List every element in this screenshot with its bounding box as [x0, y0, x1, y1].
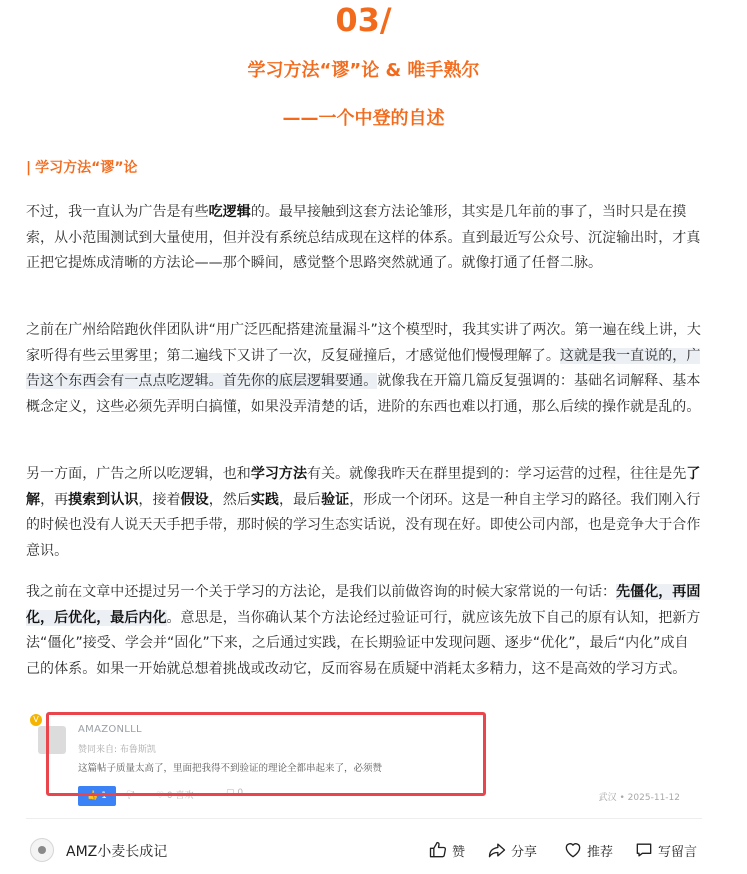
commenter-username: AMAZONLLL — [78, 724, 142, 735]
comment-reply-count: ▢ 0 — [226, 788, 244, 798]
like-label: 赞 — [452, 844, 466, 860]
text: 之前在广州给陪跑伙伴团队讲“用广泛匹配搭建流量漏斗”这个模型时，我其实讲了两次。第一遍在线上讲，大家听得有些云里雾里；第二遍线下又讲了一次，反复碰撞后，才感觉他们慢慢理解了。 — [26, 322, 701, 364]
section-subtitle: ——一个中登的自述 — [282, 108, 445, 129]
paragraph-2 — [26, 318, 702, 420]
share-button[interactable] — [487, 838, 537, 862]
text: ，形成一个闭环。这是一种自主学习的路径。我们刚入行的时候也没有人说天天手把手带，那时候的学习生态实话说，没有现在好。即使公司内部，也是竞争大于合作意识。 — [26, 491, 701, 559]
paragraph-4 — [26, 580, 702, 682]
heading-text: 学习方法“谬”论 — [35, 160, 138, 176]
share-icon — [487, 840, 507, 860]
thumbs-up-icon — [428, 840, 448, 860]
paragraph-1 — [26, 200, 702, 277]
highlighted-text: 这就是我一直说的，广告这个东西会有一点点吃逻辑。首先你的底层逻辑要通。 — [26, 347, 701, 390]
bold-text: 摸索到认识 — [68, 491, 139, 508]
bold-text: 吃逻辑 — [208, 204, 251, 220]
verified-badge-icon: V — [30, 714, 42, 726]
highlight-frame — [46, 712, 486, 796]
bold-text: 假设 — [180, 491, 209, 508]
text: ，接着 — [138, 491, 181, 508]
paragraph-3 — [26, 462, 702, 564]
comment-source: 赞同来自: 布鲁斯凯 — [78, 745, 156, 755]
bold-text: 了解 — [26, 466, 701, 508]
comment-fav-count: ♡ 0 喜欢 — [156, 791, 194, 801]
like-button[interactable] — [428, 838, 465, 862]
write-comment-button[interactable] — [634, 838, 697, 862]
text: 另一方面，广告之所以吃逻辑，也和 — [26, 466, 251, 482]
section-title: 学习方法“谬”论 & 唯手熟尔 — [247, 60, 480, 81]
text: 有关。就像我昨天在群里提到的：学习运营的过程，往往是先 — [307, 466, 687, 482]
text: ，再 — [40, 491, 69, 508]
recommend-button[interactable] — [563, 838, 613, 862]
author-avatar[interactable] — [30, 838, 54, 862]
highlighted-bold-text: 先僵化，再固化，后优化，最后内化 — [26, 584, 701, 626]
text: ，最后 — [278, 491, 322, 508]
author-name[interactable]: AMZ小麦长成记 — [66, 844, 168, 860]
section-number: 03/ — [335, 1, 392, 39]
recommend-label: 推荐 — [587, 844, 614, 860]
text: ，然后 — [208, 491, 251, 508]
comment-icon — [634, 840, 654, 860]
bold-text: 验证 — [321, 491, 350, 508]
comment-text: 这篇帖子质量太高了，里面把我得不到验证的理论全都串起来了，必须赞 — [78, 763, 383, 774]
text: 不过，我一直认为广告是有些 — [26, 204, 209, 220]
heart-icon — [563, 840, 583, 860]
bold-text: 学习方法 — [250, 466, 308, 482]
comment-date: 武汉 • 2025-11-12 — [598, 793, 680, 803]
subsection-heading — [26, 157, 138, 179]
text: 我之前在文章中还提过另一个关于学习的方法论，是我们以前做咨询的时候大家常说的一句话： — [26, 584, 617, 600]
comment-dislike-icon: 🖓 — [126, 791, 135, 801]
bold-text: 实践 — [250, 491, 279, 508]
divider — [26, 818, 702, 819]
share-label: 分享 — [511, 844, 538, 860]
text: 就像我在开篇几篇反复强调的：基础名词解释、基本概念定义，这些必须先弄明白搞懂，如果没弄清楚的话，进阶的东西也难以打通，那么后续的操作就是乱的。 — [26, 373, 701, 415]
text: 。意思是，当你确认某个方法论经过验证可行，就应该先放下自己的原有认知，把新方法“僵化”接受、学会并“固化”下来，之后通过实践，在长期验证中发现问题、逐步“优化”，最后“内化”成自己的体系。如果一开始就总想着挑战或改动它，反而容易在质疑中消耗太多精力，这不是高效的学习方式。 — [26, 609, 701, 677]
text: 的。最早接触到这套方法论雏形，其实是几年前的事了，当时只是在摸索，从小范围测试到大量使用，但并没有系统总结成现在这样的体系。直到最近写公众号、沉淀输出时，才真正把它提炼成清晰的方法论——那个瞬间，感觉整个思路突然就通了。就像打通了任督二脉。 — [26, 204, 701, 272]
comment-like-button: 👍 1 — [78, 786, 116, 806]
comment-label: 写留言 — [658, 844, 698, 860]
heading-bar: | — [26, 160, 32, 176]
